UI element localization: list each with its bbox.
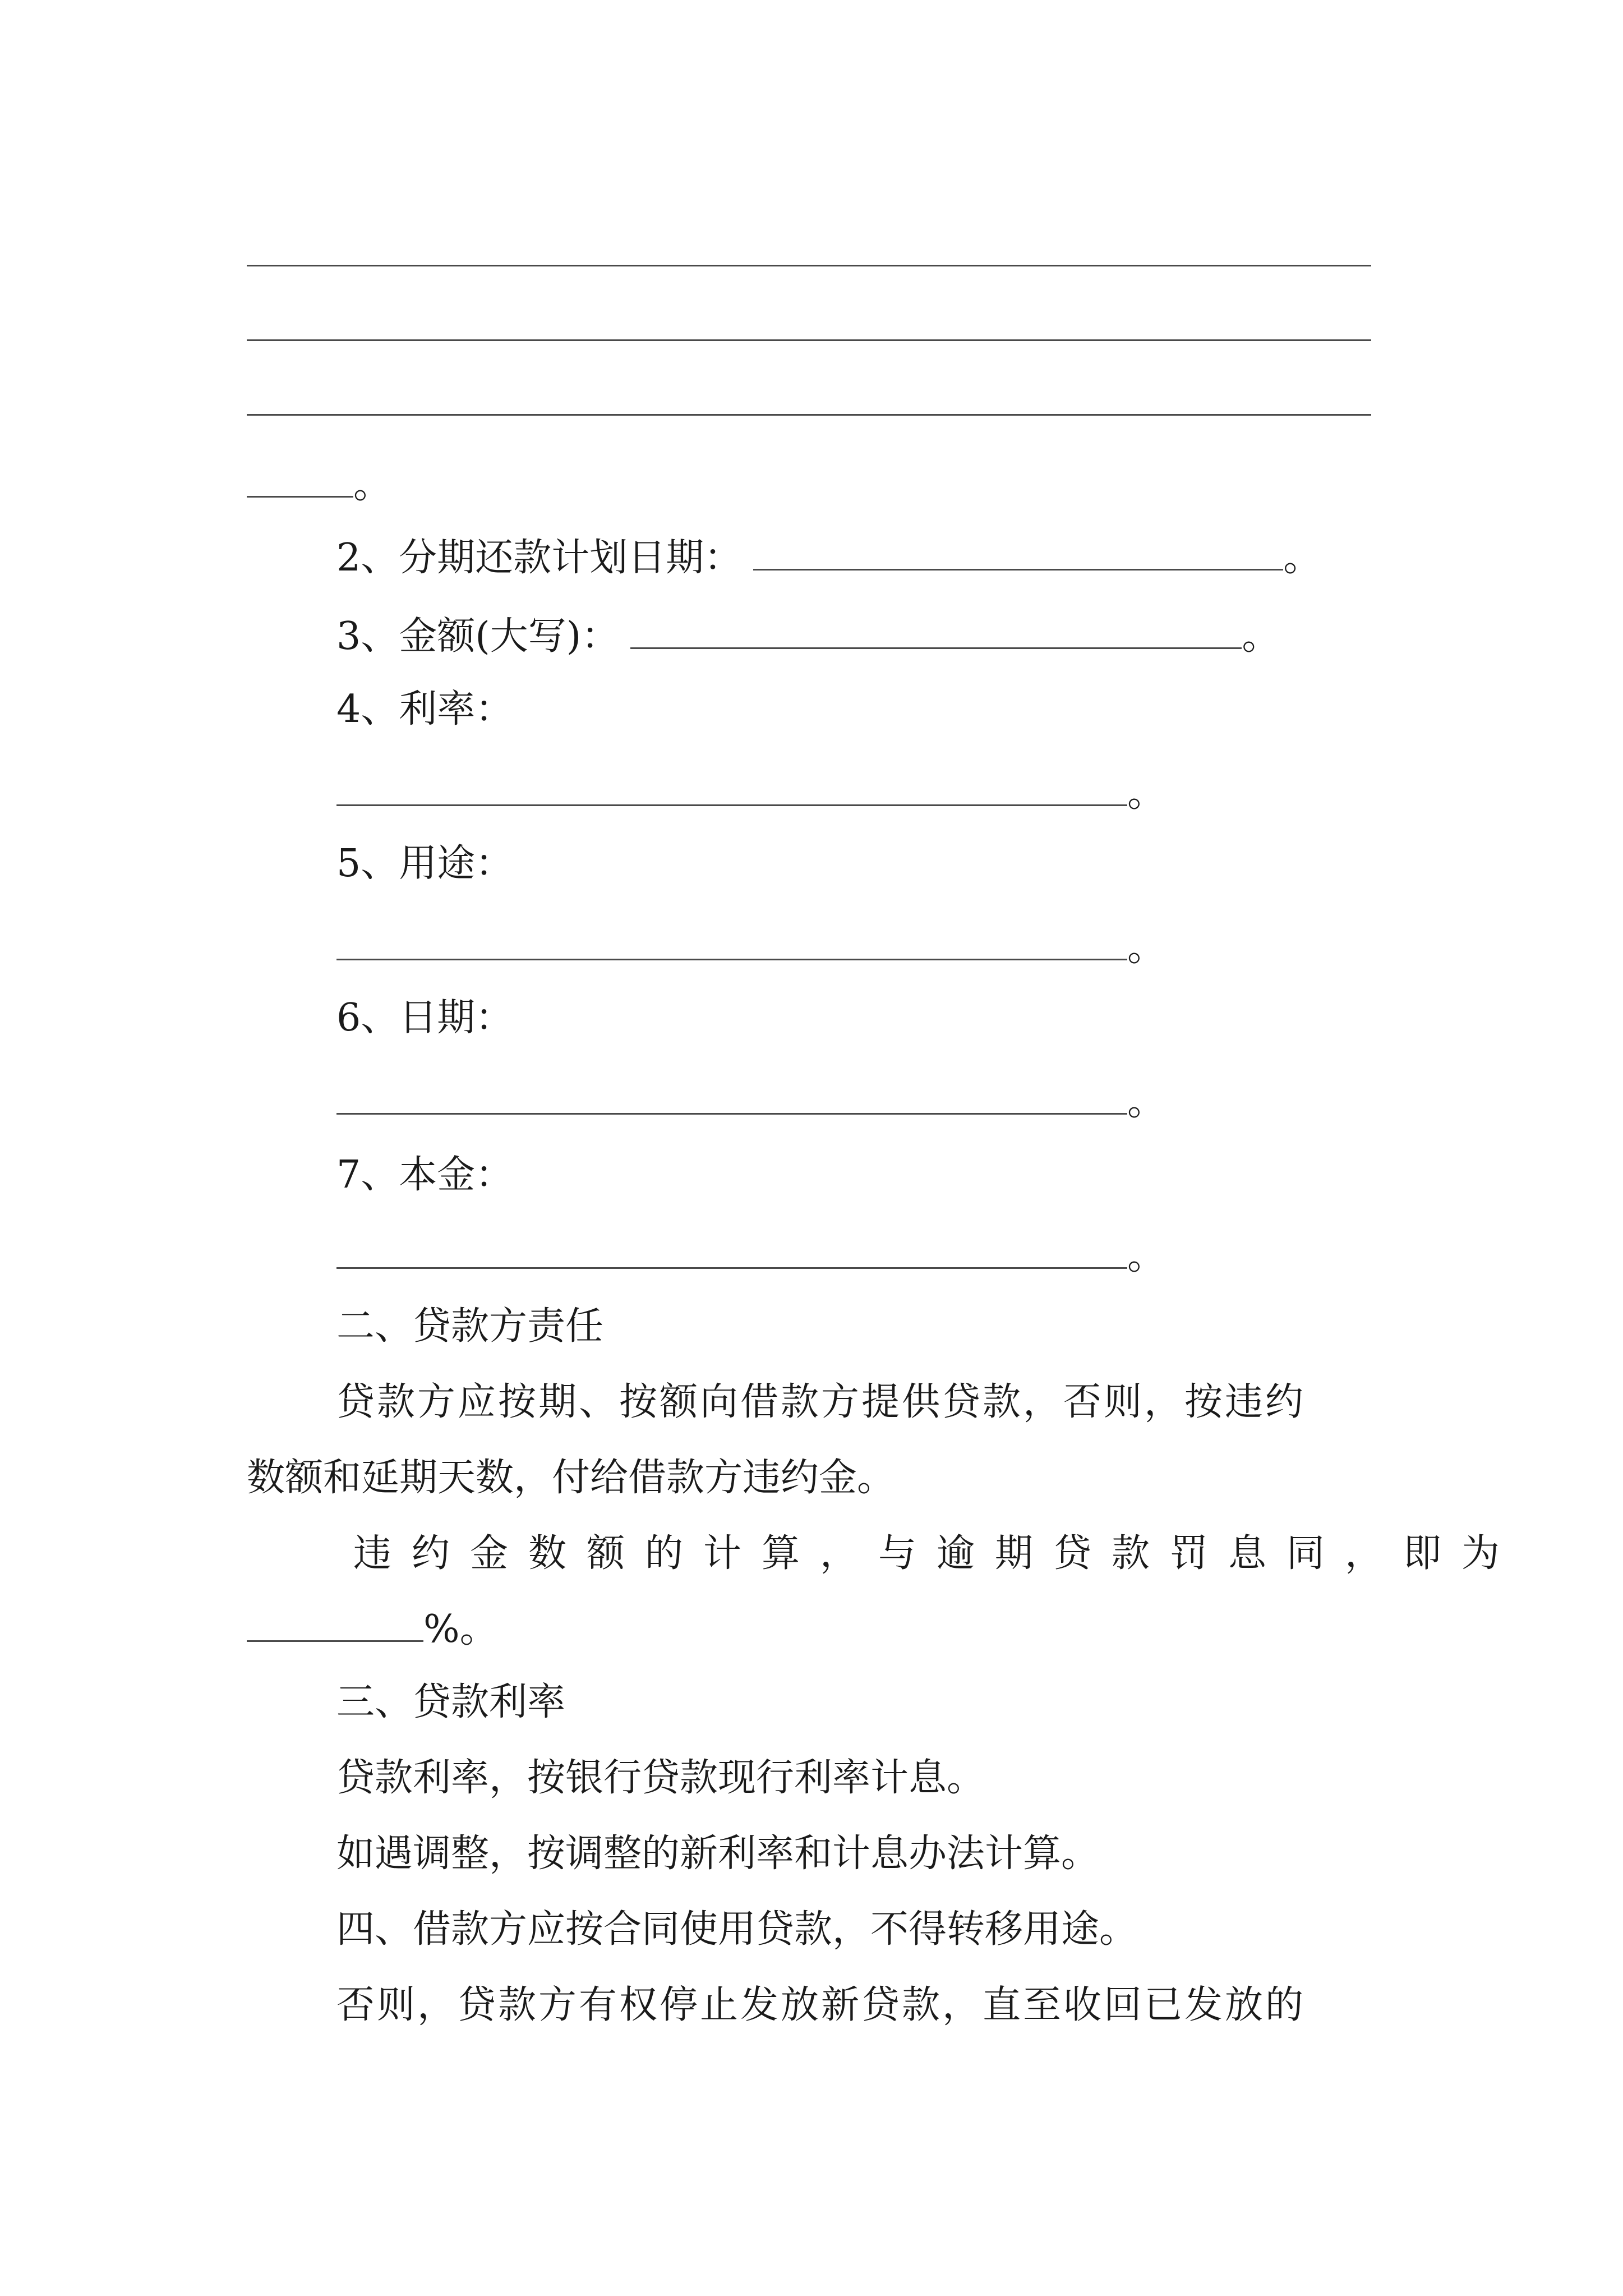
- item-rate-fill: [336, 769, 1165, 819]
- item-amount: [336, 611, 1280, 662]
- section-heading-lender-duty: 二、贷款方责任: [336, 1304, 604, 1349]
- item-principal-label: [336, 1150, 513, 1200]
- blank-field[interactable]: [247, 462, 353, 498]
- item-label: 3、金额(大写)：: [336, 614, 620, 659]
- paragraph-line: 否则，贷款方有权停止发放新贷款，直至收回已发放的: [336, 1983, 1306, 2027]
- item-end: 。: [1127, 771, 1166, 816]
- item-purpose-label: [336, 839, 513, 889]
- item-label: 4、利率：: [336, 687, 514, 731]
- rate-field[interactable]: [336, 771, 1127, 806]
- penalty-rate-end: %。: [423, 1607, 498, 1651]
- schedule-date-field[interactable]: [753, 535, 1283, 570]
- section-heading-loan-use: 四、借款方应按合同使用贷款，不得转移用途。: [336, 1907, 1138, 1952]
- purpose-field[interactable]: [336, 925, 1127, 960]
- item-end: 。: [1283, 536, 1322, 580]
- item-rate-label: [336, 684, 513, 735]
- tail-end: 。: [353, 463, 392, 507]
- penalty-rate-line: [247, 1604, 498, 1655]
- item-end: 。: [1127, 1080, 1166, 1124]
- item-end: 。: [1127, 926, 1166, 970]
- fill-in-tail: [247, 460, 391, 510]
- paragraph-line: 贷款利率，按银行贷款现行利率计息。: [336, 1756, 985, 1800]
- item-label: 2、分期还款计划日期：: [336, 536, 743, 580]
- fill-in-rule: [247, 414, 1371, 416]
- item-principal-fill: [336, 1231, 1165, 1282]
- section-heading-loan-rate: 三、贷款利率: [336, 1680, 566, 1724]
- item-label: 7、本金：: [336, 1153, 514, 1197]
- paragraph-line: 贷款方应按期、按额向借款方提供贷款，否则，按违约: [336, 1380, 1306, 1424]
- penalty-rate-field[interactable]: [247, 1607, 423, 1642]
- item-label: 6、日期：: [336, 996, 514, 1040]
- item-end: 。: [1242, 614, 1280, 659]
- paragraph-line: 数额和延期天数，付给借款方违约金。: [247, 1456, 896, 1500]
- fill-in-rule: [247, 265, 1371, 266]
- item-date-fill: [336, 1077, 1165, 1128]
- paragraph-line: 违约金数额的计算，与逾期贷款罚息同，即为: [353, 1531, 1520, 1576]
- item-schedule-date: [336, 533, 1321, 583]
- item-date-label: [336, 993, 513, 1043]
- item-label: 5、用途：: [336, 841, 514, 886]
- amount-field[interactable]: [630, 614, 1242, 649]
- item-purpose-fill: [336, 923, 1165, 973]
- paragraph-line: 如遇调整，按调整的新利率和计息办法计算。: [336, 1832, 1100, 1876]
- principal-field[interactable]: [336, 1234, 1127, 1269]
- date-field[interactable]: [336, 1079, 1127, 1115]
- fill-in-rule: [247, 339, 1371, 341]
- item-end: 。: [1127, 1234, 1166, 1278]
